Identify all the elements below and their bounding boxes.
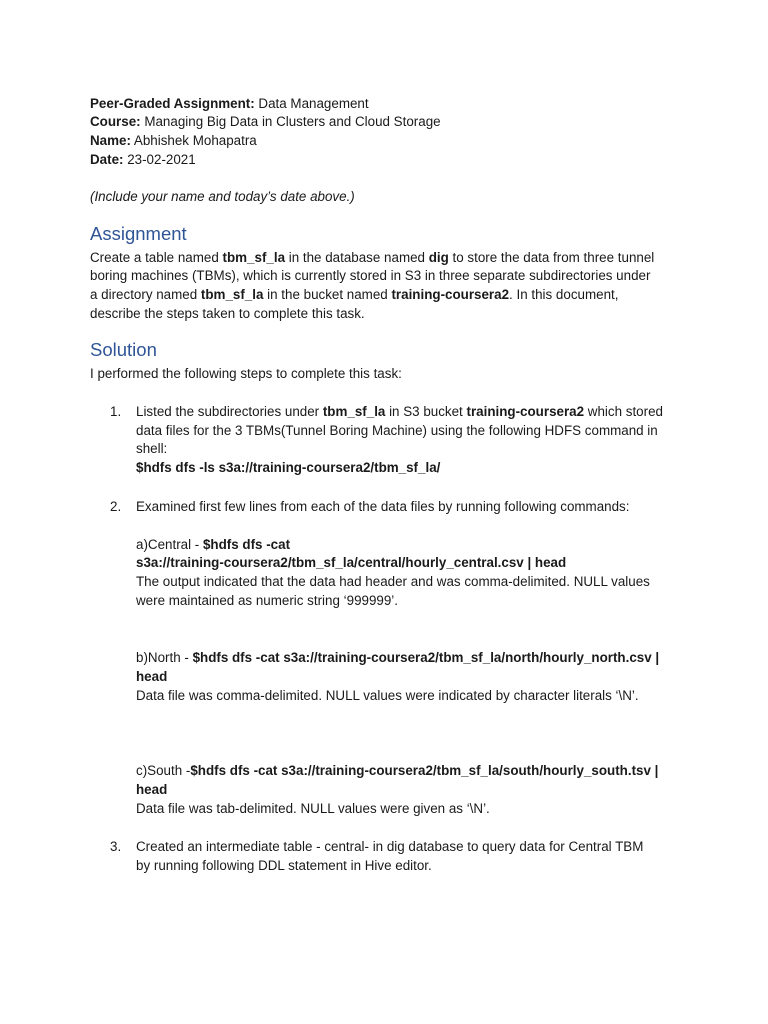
assignment-paragraph-line-3: a directory named tbm_sf_la in the bucket named training-coursera2. In this document, xyxy=(90,287,619,302)
date-value: 23-02-2021 xyxy=(123,152,196,167)
north-command-line-2: head xyxy=(136,669,168,684)
step-1-command: $hdfs dfs -ls s3a://training-coursera2/tbm_sf_la/ xyxy=(136,460,441,475)
north-output: Data file was comma-delimited. NULL values were indicated by character literals ‘\N’. xyxy=(136,688,639,703)
central-command-line-1: a)Central - $hdfs dfs -cat xyxy=(136,537,291,552)
instruction-note: (Include your name and today’s date above.) xyxy=(90,189,355,204)
step-1-number: 1. xyxy=(110,404,122,419)
south-command-line-2: head xyxy=(136,782,168,797)
name-line xyxy=(90,131,257,150)
step-1-line-2: data files for the 3 TBMs(Tunnel Boring Machine) using the following HDFS command in xyxy=(136,423,658,438)
step-3-number: 3. xyxy=(110,839,122,854)
step-3-line-1: Created an intermediate table - central- in dig database to query data for Central TBM xyxy=(136,839,644,854)
solution-intro: I performed the following steps to complete this task: xyxy=(90,366,402,381)
solution-heading: Solution xyxy=(90,339,157,360)
assignment-paragraph-line-4: describe the steps taken to complete this task. xyxy=(90,306,365,321)
step-1-line-1: Listed the subdirectories under tbm_sf_la in S3 bucket training-coursera2 which stored xyxy=(136,404,663,419)
assignment-line xyxy=(90,94,369,113)
date-label: Date: xyxy=(90,152,124,167)
central-output-line-1: The output indicated that the data had header and was comma-delimited. NULL values xyxy=(136,574,650,589)
date-line xyxy=(90,150,196,169)
step-2-number: 2. xyxy=(110,499,122,514)
step-3-line-2: by running following DDL statement in Hive editor. xyxy=(136,858,432,873)
course-label: Course: xyxy=(90,114,141,129)
name-label: Name: xyxy=(90,133,131,148)
name-value: Abhishek Mohapatra xyxy=(130,133,257,148)
central-output-line-2: were maintained as numeric string ‘999999’. xyxy=(136,593,399,608)
course-line xyxy=(90,112,441,131)
assignment-label: Peer-Graded Assignment: xyxy=(90,96,255,111)
central-command-line-2: s3a://training-coursera2/tbm_sf_la/central/hourly_central.csv | head xyxy=(136,555,567,570)
north-command-line-1: b)North - $hdfs dfs -cat s3a://training-coursera2/tbm_sf_la/north/hourly_north.csv | xyxy=(136,650,660,665)
course-value: Managing Big Data in Clusters and Cloud Storage xyxy=(140,114,441,129)
assignment-value: Data Management xyxy=(254,96,369,111)
south-command-line-1: c)South -$hdfs dfs -cat s3a://training-coursera2/tbm_sf_la/south/hourly_south.tsv | xyxy=(136,763,659,778)
step-1-line-3: shell: xyxy=(136,441,168,456)
step-2-line-1: Examined first few lines from each of the data files by running following commands: xyxy=(136,499,630,514)
assignment-paragraph-line-1: Create a table named tbm_sf_la in the database named dig to store the data from three tunnel xyxy=(90,250,655,265)
south-output: Data file was tab-delimited. NULL values were given as ‘\N’. xyxy=(136,801,490,816)
assignment-paragraph-line-2: boring machines (TBMs), which is currently stored in S3 in three separate subdirectories under xyxy=(90,268,651,283)
assignment-heading: Assignment xyxy=(90,223,187,244)
